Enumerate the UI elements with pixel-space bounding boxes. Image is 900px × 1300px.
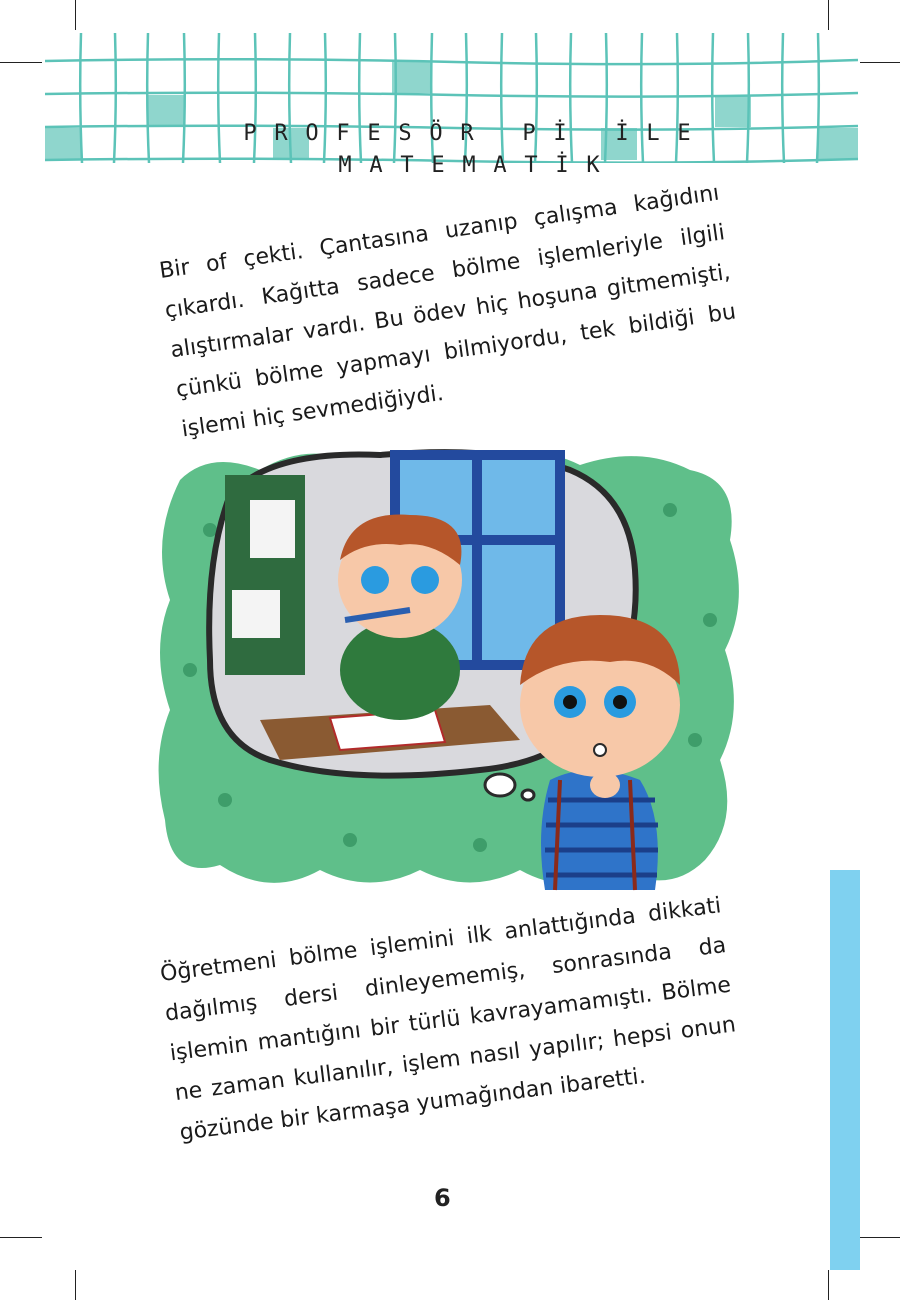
story-paragraph-2 — [158, 886, 743, 1153]
title-letter: İ — [615, 121, 629, 146]
crop-mark — [860, 62, 900, 63]
title-letter: M — [462, 153, 476, 178]
story-illustration — [150, 440, 750, 900]
book-title-line-2 — [303, 128, 609, 178]
title-letter: P — [243, 121, 257, 146]
title-letter: O — [305, 121, 319, 146]
side-page-edge — [830, 870, 860, 1270]
thought-dot-large — [485, 774, 515, 796]
paragraph-text: Öğretmeni bölme işlemini ilk anlattığında dikkati dağılmış dersi dinleyememiş, sonrasında da işlemin mantığını bir türlü kavrayamamıştı. Bölme ne zaman kullanılır, işlem nasıl yapılır; hepsi onun gözünde bir karmaşa yumağından ibaretti. — [158, 893, 738, 1146]
title-letter: T — [524, 153, 538, 178]
crop-mark — [860, 1237, 900, 1238]
crop-mark — [75, 1270, 76, 1300]
title-letter: Ö — [429, 121, 443, 146]
title-letter: R — [274, 121, 288, 146]
crop-mark — [0, 1237, 42, 1238]
title-letter: İ — [555, 153, 569, 178]
drawing-paper — [232, 590, 280, 638]
title-letter: E — [431, 153, 445, 178]
title-letter: E — [367, 121, 381, 146]
title-letter: L — [646, 121, 660, 146]
title-letter: K — [586, 153, 600, 178]
title-letter: A — [369, 153, 383, 178]
boy-daydream-illustration — [150, 440, 750, 900]
crop-mark — [828, 0, 829, 30]
crop-mark — [828, 1270, 829, 1300]
title-letter: R — [460, 121, 474, 146]
paragraph-text: Bir of çekti. Çantasına uzanıp çalışma kağıdını çıkardı. Kağıtta sadece bölme işlemleriyle ilgili alıştırmalar vardı. Bu ödev hiç hoşuna gitmemişti, çünkü bölme yapmayı bilmiyordu, tek bildiği bu işlemi hiç sevmediğiydi. — [157, 180, 738, 443]
crop-mark — [75, 0, 76, 30]
title-letter: M — [338, 153, 352, 178]
title-letter: F — [336, 121, 350, 146]
title-letter: P — [522, 121, 536, 146]
boy-hand — [590, 772, 620, 798]
title-letter: İ — [553, 121, 567, 146]
story-paragraph-1 — [157, 174, 744, 451]
page-number: 6 — [434, 1184, 451, 1212]
title-letter: T — [400, 153, 414, 178]
thought-dot-small — [522, 790, 534, 800]
title-letter: S — [398, 121, 412, 146]
notice-paper — [250, 500, 295, 558]
crop-mark — [0, 62, 42, 63]
title-letter: E — [677, 121, 691, 146]
title-letter: A — [493, 153, 507, 178]
